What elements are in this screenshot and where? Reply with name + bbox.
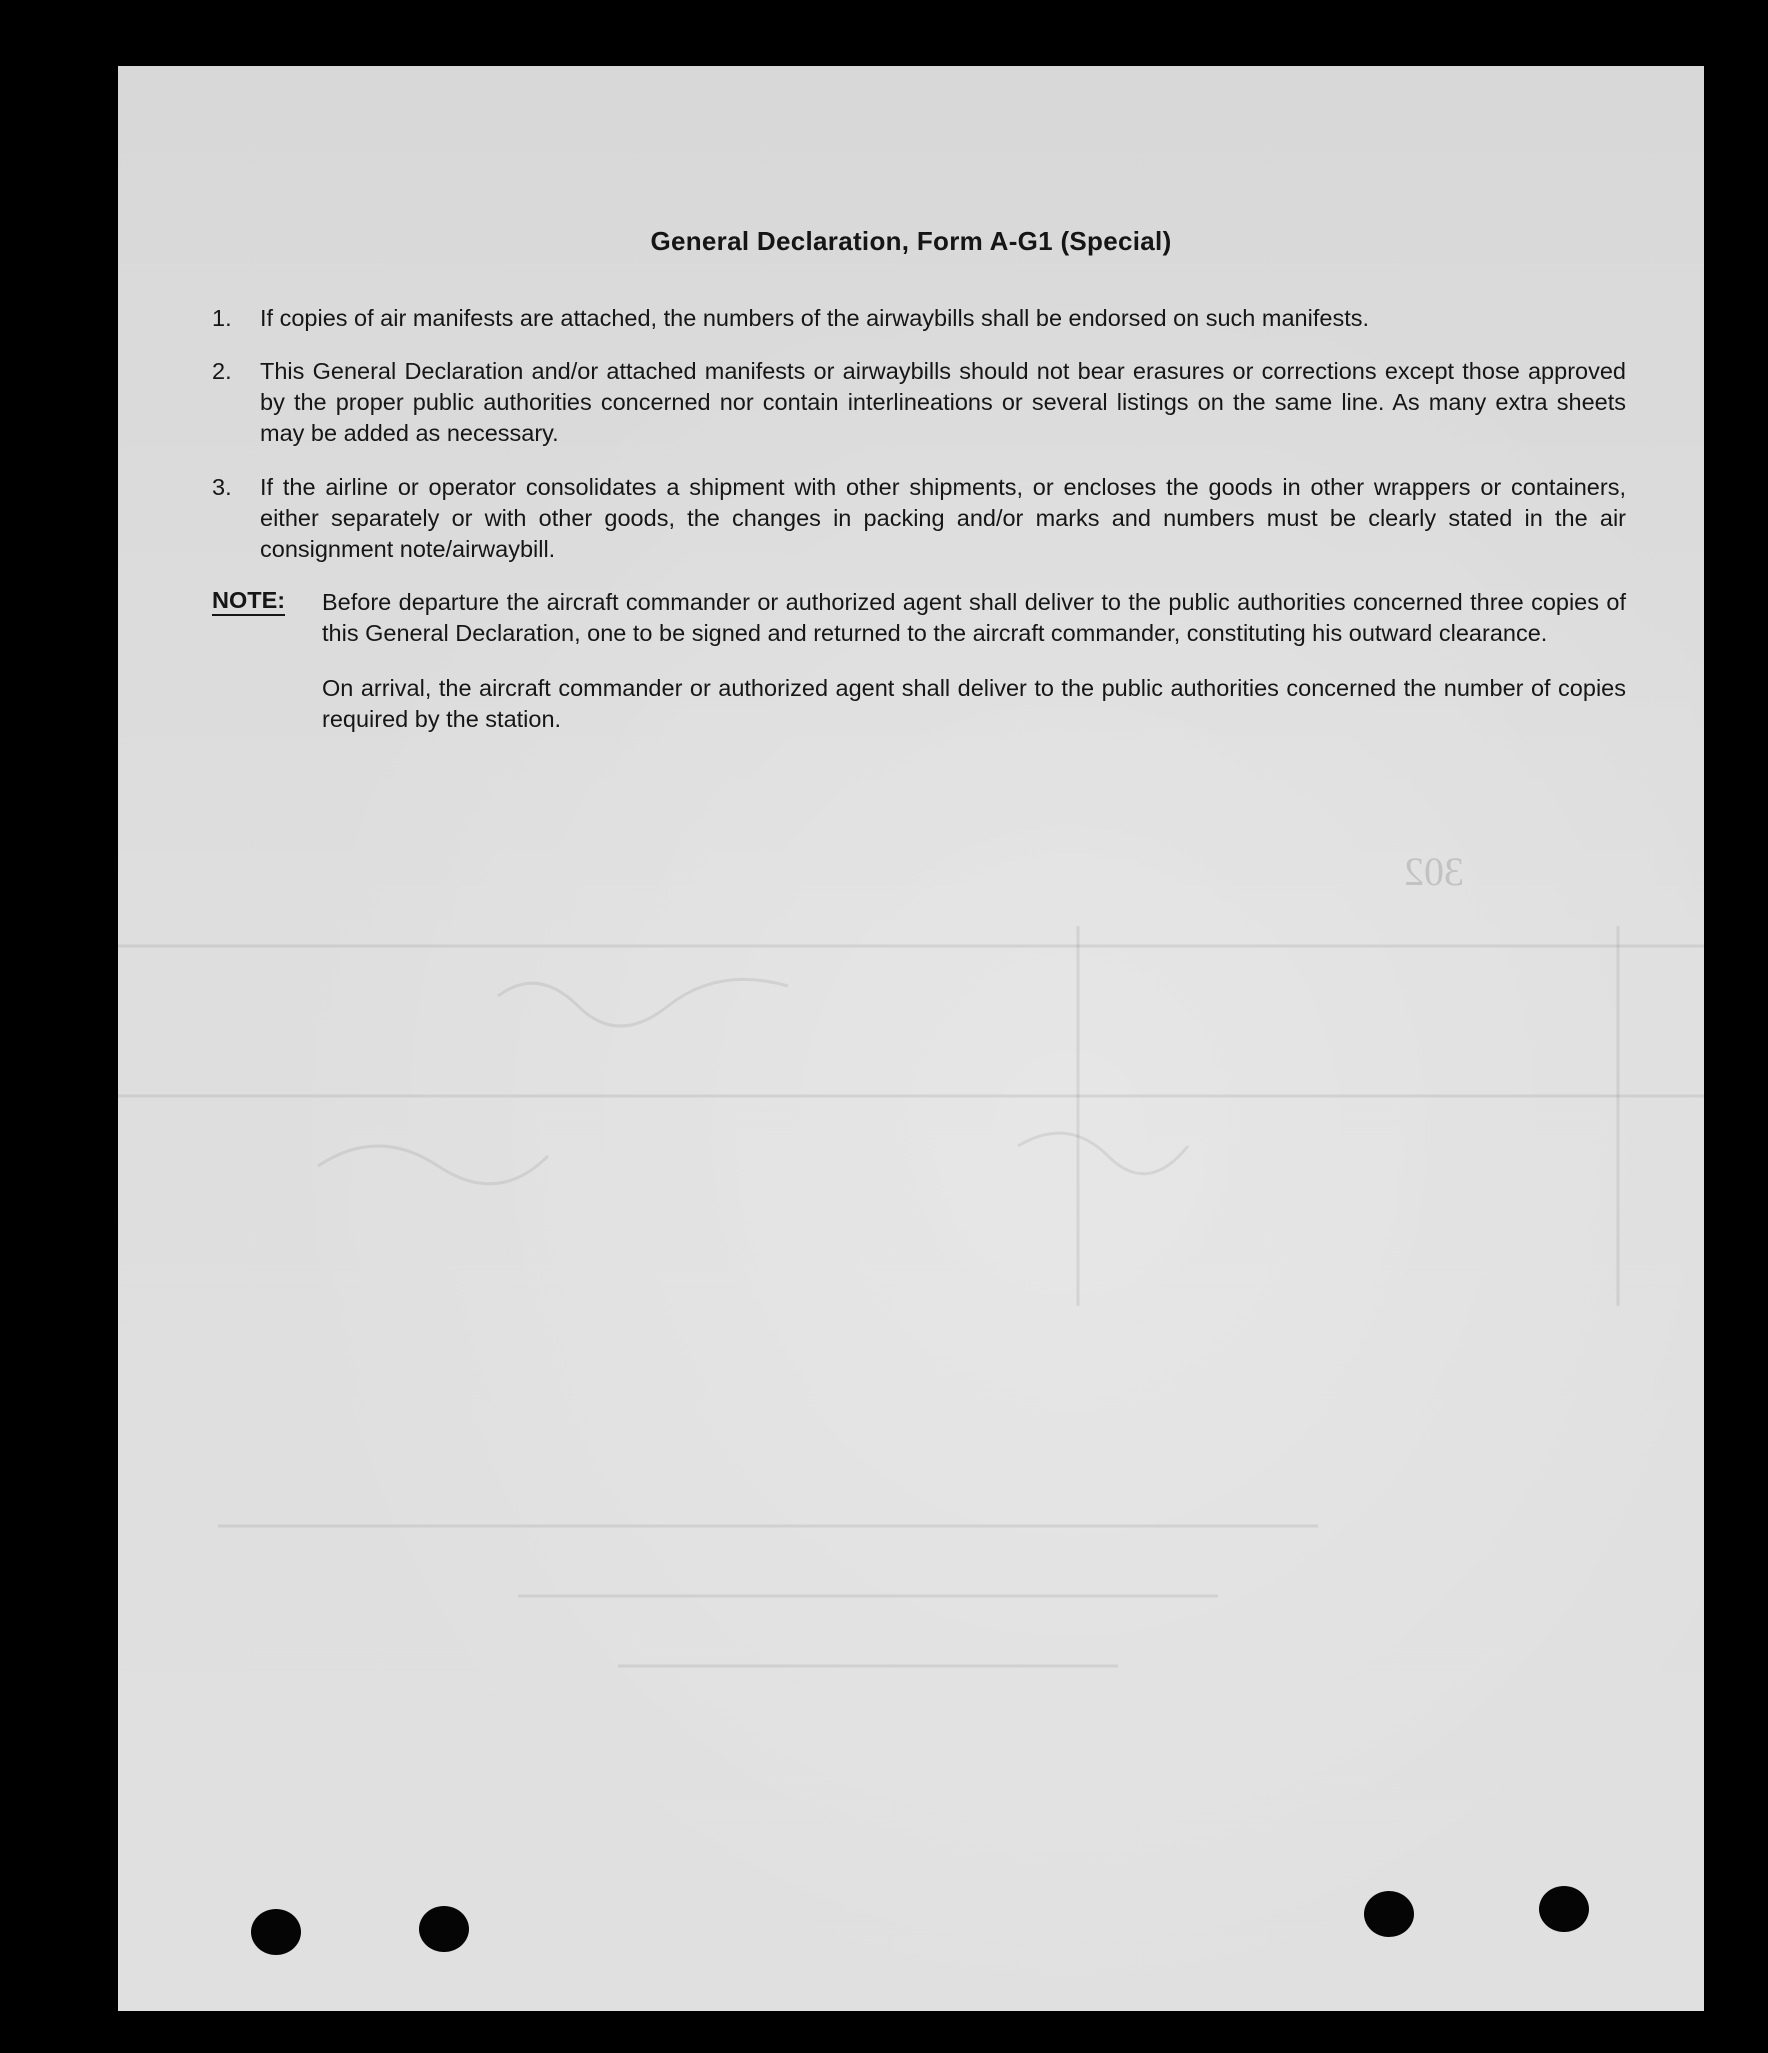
bleed-through-page-number: 302 xyxy=(1404,849,1464,894)
item-number: 1. xyxy=(212,305,232,331)
punch-hole xyxy=(251,1909,301,1955)
note-label: NOTE: xyxy=(212,587,285,616)
item-text: If copies of air manifests are attached, the numbers of the airwaybills shall be endorsed on such manifests. xyxy=(260,305,1369,331)
bleed-through-marks xyxy=(118,66,1704,2011)
item-number: 2. xyxy=(212,358,232,384)
item-text: If the airline or operator consolidates a shipment with other shipments, or encloses the goods in other wrappers or containers, either separately or with other goods, the changes in packing and/or marks and numbers must be clearly stated in the air consignment note/airwaybill. xyxy=(260,474,1626,562)
punch-hole xyxy=(419,1906,469,1952)
form-title: General Declaration, Form A-G1 (Special) xyxy=(650,226,1172,256)
item-number: 3. xyxy=(212,474,232,500)
punch-hole xyxy=(1364,1891,1414,1937)
paper-sheet xyxy=(118,66,1704,2011)
note-paragraph-arrival: On arrival, the aircraft commander or authorized agent shall deliver to the public authorities concerned the number of copies required by the station. xyxy=(322,675,1626,732)
punch-hole xyxy=(1539,1886,1589,1932)
item-text: This General Declaration and/or attached manifests or airwaybills should not bear erasures or corrections except those approved by the proper public authorities concerned nor contain interlineations or several listings on the same line. As many extra sheets may be added as necessary. xyxy=(260,358,1626,446)
note-paragraph-departure: Before departure the aircraft commander or authorized agent shall deliver to the public authorities concerned three copies of this General Declaration, one to be signed and returned to the aircraft commander, constituting his outward clearance. xyxy=(322,589,1626,646)
